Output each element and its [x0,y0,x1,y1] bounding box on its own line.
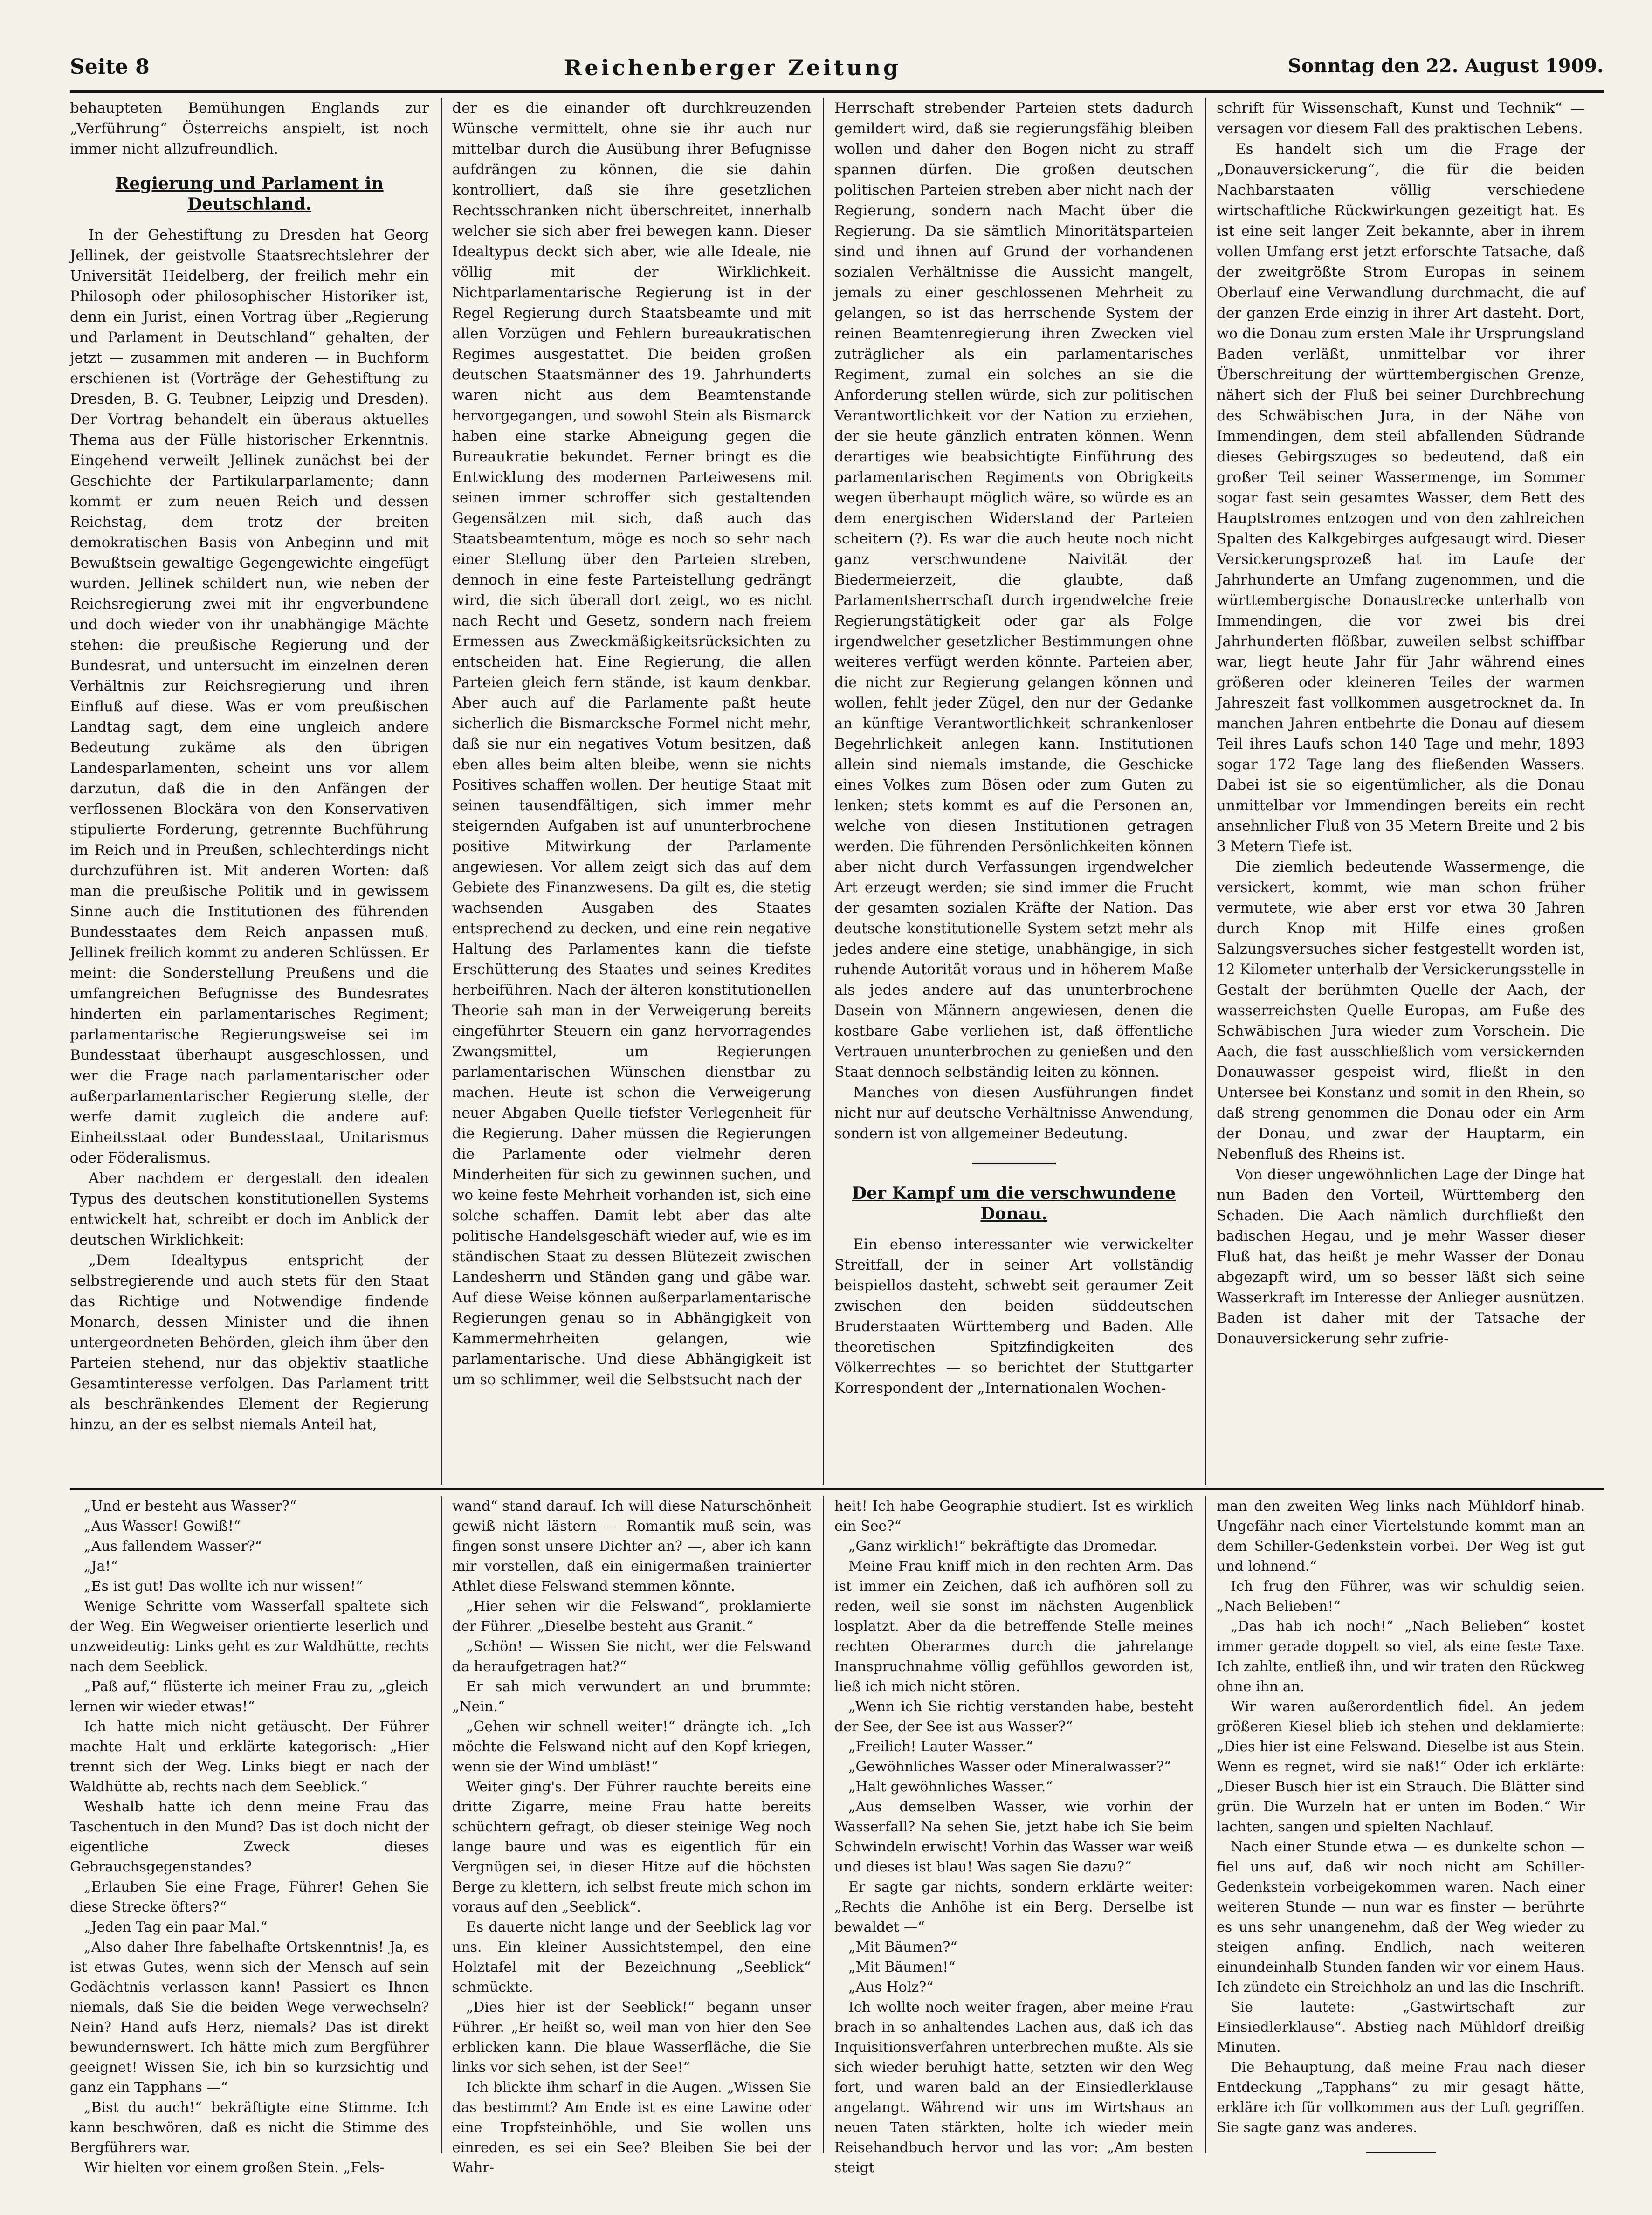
feuilleton-paragraph: „Ganz wirklich!“ bekräftigte das Dromedar. [848,1538,1158,1555]
feuilleton-paragraph: „Jeden Tag ein paar Mal.“ [84,1919,268,1935]
col1-paragraph: Aber nachdem er dergestalt den idealen Typus des deutschen konstitutionellen Systems entwickelt hat, schreibt er doch im Anblick der deutschen Wirklichkeit: [70,1170,429,1248]
section-separator [972,1163,1056,1164]
column-3 [834,98,1193,1485]
col1-paragraph: In der Gehestiftung zu Dresden hat Georg Jellinek, der geistvolle Staatsrechtslehrer der Universität Heidelberg, der freilich mehr ein Philosoph oder philosophischer Historiker ist, denn ein Jurist, einen Vortrag über „Regierung und Parlament in Deutschland“ gehalten, der jetzt — zusammen mit anderen — in Buchform erschienen ist (Vorträge der Gehestiftung zu Dresden, B. G. Teubner, Leipzig und Dresden). Der Vortrag behandelt ein überaus aktuelles Thema aus der Fülle historischer Erkenntnis. Eingehend verweilt Jellinek zunächst bei der Geschichte der Partikularparlamente; dann kommt er zum neuen Reich und dessen Reichstag, dem trotz der breiten demokratischen Basis von Anbeginn und mit Bewußtsein gewaltige Gegengewichte eingefügt wurden. Jellinek schildert nun, wie neben der Reichsregierung zwei mit ihr engverbundene und doch wieder von ihr unabhängige Mächte stehen: die preußische Regierung und der Bundesrat, und untersucht im einzelnen deren Verhältnis zur Reichsregierung und ihren Einfluß auf diese. Was er vom preußischen Landtag sagt, dem eine ungleich andere Bedeutung zukäme als den übrigen Landesparlamenten, scheint uns vor allem darzutun, daß die in den Anfängen der verflossenen Blockära von den Konservativen stipulierte Forderung, getrennte Buchführung im Reich und in Preußen, schlechterdings nicht durchzuführen ist. Mit anderen Worten: daß man die preußische Politik und in gewissem Sinne auch die Institutionen des führenden Bundesstaates dem Reich anpassen muß. Jellinek freilich kommt zu anderen Schlüssen. Er meint: die Sonderstellung Preußens und die umfangreichen Befugnisse des Bundesrates hinderten ein parlamentarisches Regiment; parlamentarische Regierungsweise sei im Bundesstaat überhaupt ausgeschlossen, und wer die Frage nach parlamentarischer oder außerparlamentarischer Regierung stelle, der werfe damit zugleich die andere auf: Einheitsstaat oder Bundesstaat, Unitarismus oder Föderalismus. [70,227,429,1166]
feuilleton-paragraph: man den zweiten Weg links nach Mühldorf hinab. Ungefähr nach einer Viertelstunde kommt man an dem Schiller-Gedenkstein vorbei. Der Weg ist gut und lohnend.“ [1217,1498,1585,1575]
col4-paragraph: Von dieser ungewöhnlichen Lage der Dinge hat nun Baden den Vorteil, Württemberg den Schaden. Die Aach nämlich durchfließt den badischen Hegau, und je mehr Wasser dieser Fluß hat, das heißt je mehr Wasser der Donau abgezapft wird, um so besser läßt sich seine Wasserkraft im Interesse der Anlieger ausnützen. Baden ist daher mit der Tatsache der Donauversickerung sehr zufrie- [1217,1166,1585,1347]
feuilleton-paragraph: Er sah mich verwundert an und brummte: „Nein.“ [452,1678,811,1715]
column-divider [1205,1496,1206,2153]
headline-donau: Der Kampf um die verschwundene Donau. [852,1183,1176,1224]
col4-paragraph: Die ziemlich bedeutende Wassermenge, die versickert, kommt, wie man schon früher vermutete, wie aber erst vor etwa 30 Jahren durch Knop mit Hilfe eines großen Salzungsversuches sicher festgestellt worden ist, 12 Kilometer unterhalb der Versickerungsstelle in Gestalt der berühmten Quelle der Aach, der wasserreichsten Quelle Europas, am Fuße des Schwäbischen Jura wieder zum Vorschein. Die Aach, die fast ausschließlich vom versickernden Donauwasser gespeist wird, fließt in den Untersee bei Konstanz und somit in den Rhein, so daß streng genommen die Donau oder ein Arm der Donau, und zwar der Hauptarm, ein Nebenfluß des Rheins ist. [1217,859,1585,1163]
col4-paragraph: Es handelt sich um die Frage der „Donauversickerung“, die für die beiden Nachbarstaaten völlig verschiedene wirtschaftliche Rückwirkungen gezeitigt hat. Es ist eine seit langer Zeit bekannte, aber in ihrem vollen Umfang erst jetzt erforschte Tatsache, daß der zweitgrößte Strom Europas in seinem Oberlauf eine Verwandlung durchmacht, die auf der ganzen Erde einzig in ihrer Art dasteht. Dort, wo die Donau zum ersten Male ihr Ursprungsland Baden verläßt, unmittelbar vor ihrer Überschreitung der württembergischen Grenze, nähert sich der Fluß bei seiner Durchbrechung des Schwäbischen Jura, in der Nähe von Immendingen, dem steil abfallenden Südrande dieses Gebirgszuges so bedeutend, daß ein großer Teil seiner Wassermenge, im Sommer sogar fast sein gesamtes Wasser, dem Bett des Hauptstromes entzogen und von den zahlreichen Spalten des Kalkgebirges aufgesaugt wird. Dieser Versickerungsprozeß hat im Laufe der Jahrhunderte an Umfang zugenommen, und die württembergische Donaustrecke unterhalb von Immendingen, die vor zwei bis drei Jahrhunderten flößbar, zuweilen selbst schiffbar war, liegt heute Jahr für Jahr während eines größeren oder kleineren Teiles der warmen Jahreszeit fast vollkommen ausgetrocknet da. In manchen Jahren entbehrte die Donau auf diesem Teil ihres Laufs schon 140 Tage und mehr, 1893 sogar 172 Tage lang des fließenden Wassers. Dabei ist sie so eigentümlicher, als die Donau unmittelbar vor Immendingen bereits ein recht ansehnlicher Fluß von 35 Metern Breite und 2 bis 3 Metern Tiefe ist. [1217,141,1585,855]
column-4 [1217,98,1585,1485]
feuilleton-paragraph: wand“ stand darauf. Ich will diese Naturschönheit gewiß nicht lästern — Romantik muß sein, was fingen sonst unsere Dichter an? —, aber ich kann mir vorstellen, daß ein einigermaßen trainierter Athlet diese Felswand stemmen könnte. [452,1498,811,1595]
feuilleton-paragraph: „Also daher Ihre fabelhafte Ortskenntnis! Ja, es ist etwas Gutes, wenn sich der Mensch auf sein Gedächtnis verlassen kann! Passiert es Ihnen niemals, daß Sie die beiden Wege verwechseln? Nein? Hand aufs Herz, niemals? Das ist direkt bewundernswert. Ich hätte mich zum Bergführer geeignet! Wissen Sie, ich bin so kurzsichtig und ganz ein Tapphans —“ [70,1939,429,2096]
feuilleton-paragraph: „Aus Wasser! Gewiß!“ [84,1518,241,1534]
feuilleton-paragraph: „Aus Holz?“ [848,1979,934,1995]
feuilleton-paragraph: Weshalb hatte ich denn meine Frau das Taschentuch in den Mund? Das ist doch nicht der eigentliche Zweck dieses Gebrauchsgegenstandes? [70,1799,429,1875]
feuilleton-paragraph: „Aus fallendem Wasser?“ [84,1538,262,1555]
feuilleton-paragraph: Ich hatte mich nicht getäuscht. Der Führer machte Halt und erklärte kategorisch: „Hier trennt sich der Weg. Links biegt er nach der Waldhütte ab, rechts nach dem Seeblick.“ [70,1719,429,1795]
feuilleton-paragraph: „Wenn ich Sie richtig verstanden habe, besteht der See, der See ist aus Wasser?“ [834,1699,1193,1735]
feuilleton-column-2 [452,1496,811,2176]
newspaper-page [70,51,1604,2177]
feuilleton-paragraph: Es dauerte nicht lange und der Seeblick lag vor uns. Ein kleiner Aussichtstempel, den eine Holztafel mit der Bezeichnung „Seeblick“ schmückte. [452,1919,811,1995]
feuilleton-paragraph: „Aus demselben Wasser, wie vorhin der Wasserfall? Na sehen Sie, jetzt habe ich Sie beim Schwindeln erwischt! Vorhin das Wasser war weiß und dieses ist blau! Was sagen Sie dazu?“ [834,1799,1193,1875]
feuilleton-paragraph: „Mit Bäumen!“ [848,1959,956,1975]
feuilleton-paragraph: Wenige Schritte vom Wasserfall spaltete sich der Weg. Ein Wegweiser orientierte leserlich und unzweideutig: Links geht es zur Waldhütte, rechts nach dem Seeblick. [70,1598,429,1675]
header-rule [70,90,1604,93]
col1-lead: behaupteten Bemühungen Englands zur „Verführung“ Österreichs anspielt, ist noch immer nicht allzufreundlich. [70,100,429,158]
masthead: Reichenberger Zeitung [564,55,902,80]
feuilleton-paragraph: Die Behauptung, daß meine Frau nach dieser Entdeckung „Tapphans“ zu mir gesagt hätte, erkläre ich für vollkommen aus der Luft gegriffen. Sie sagte ganz was anderes. [1217,2059,1585,2136]
feuilleton-paragraph: Wir waren außerordentlich fidel. An jedem größeren Kiesel blieb ich stehen und deklamierte: „Dies hier ist eine Felswand. Dieselbe ist aus Stein. Wenn es regnet, wird sie naß!“ Oder ich erklärte: „Dieser Busch hier ist ein Strauch. Die Blätter sind grün. Die Wurzeln hat er unten im Boden.“ Wir lachten, sangen und spielten Nachlauf. [1217,1699,1585,1835]
feuilleton-paragraph: „Erlauben Sie eine Frage, Führer! Gehen Sie diese Strecke öfters?“ [70,1879,429,1915]
feuilleton-paragraph: „Gehen wir schnell weiter!“ drängte ich. „Ich möchte die Felswand nicht auf den Kopf kriegen, wenn sie der Wind umbläst!“ [452,1719,811,1775]
col3-paragraph: Herrschaft strebender Parteien stets dadurch gemildert wird, daß sie regierungsfähig bleiben wollen und daher den Bogen nicht zu straff spannen dürfen. Die großen deutschen politischen Parteien streben aber nicht nach der Regierung, sondern nach Macht über die Regierung. Da sie sämtlich Minoritätsparteien sind und ihnen auf Grund der vorhandenen sozialen Verhältnisse die Aussicht mangelt, jemals zu einer geschlossenen Mehrheit zu gelangen, so ist das herrschende System der reinen Beamtenregierung ihren Zwecken viel zuträglicher als ein parlamentarisches Regiment, zumal ein solches an sie die Anforderung stellen würde, sich zur politischen Verantwortlichkeit vor der Nation zu erziehen, der sie heute gänzlich entraten können. Wenn derartiges wie beabsichtigte Einführung des parlamentarischen Regiments von Obrigkeits wegen überhaupt möglich wäre, so würde es an dem energischen Widerstand der Parteien scheitern (?). Es war die auch heute noch nicht ganz verschwundene Naivität der Biedermeierzeit, die glaubte, daß Parlamentsherrschaft durch irgendwelche freie Regierungstätigkeit oder gar als Folge irgendwelcher gesetzlicher Bestimmungen ohne weiteres verfügt werden könnte. Parteien aber, die nicht zur Regierung gelangen können und wollen, fehlt jeder Zügel, den nur der Gedanke an künftige Verantwortlichkeit schrankenloser Begehrlichkeit anlegen kann. Institutionen allein sind niemals imstande, die Geschicke eines Volkes zum Bösen oder zum Guten zu lenken; stets kommt es auf die Personen an, welche von diesen Institutionen getragen werden. Die führenden Persönlichkeiten können aber nicht durch Verfassungen irgendwelcher Art erzeugt werden; sie sind immer die Frucht der gesamten sozialen Kräfte der Nation. Das deutsche konstitutionelle System setzt mehr als jedes andere eine stetige, unabhängige, in sich ruhende Autorität voraus und in höherem Maße als jedes andere auf das ununterbrochene Dasein von Männern angewiesen, denen die kostbare Gabe verliehen ist, daß öffentliche Vertrauen ununterbrochen zu genießen und den Staat dennoch selbständig leiten zu können. [834,100,1193,1080]
page-number: Seite 8 [70,55,150,79]
feuilleton-paragraph: „Und er besteht aus Wasser?“ [84,1498,297,1514]
feuilleton-paragraph: „Es ist gut! Das wollte ich nur wissen!“ [84,1578,363,1595]
feuilleton-paragraph: „Ja!“ [84,1558,118,1575]
feuilleton-paragraph: Er sagte gar nichts, sondern erklärte weiter: „Rechts die Anhöhe ist ein Berg. Derselbe ist bewaldet —“ [834,1879,1193,1935]
end-rule [1366,2152,1436,2153]
feuilleton-column-4 [1217,1496,1585,2153]
feuilleton-paragraph: Weiter ging's. Der Führer rauchte bereits eine dritte Zigarre, meine Frau hatte bereits schüchtern gefragt, ob dieser steinige Weg noch lange baure und was es eigentlich für ein Vergnügen sei, in dieser Hitze auf die höchsten Berge zu klettern, ich selbst freute mich schon im voraus auf den „Seeblick“. [452,1779,811,1915]
feuilleton-paragraph: „Freilich! Lauter Wasser.“ [848,1739,1033,1755]
feuilleton-paragraph: „Das hab ich noch!“ „Nach Belieben“ kostet immer gerade doppelt so viel, als eine feste Taxe. Ich zahlte, entließ ihn, und wir traten den Rückweg ohne ihn an. [1217,1618,1585,1695]
feuilleton-paragraph: Nach einer Stunde etwa — es dunkelte schon — fiel uns auf, daß wir noch nicht am Schiller-Gedenkstein vorbeigekommen waren. Nach einer weiteren Stunde — nun war es finster — berührte es uns sehr unangenehm, daß der Weg wieder zu steigen anfing. Endlich, nach weiteren einundeinhalb Stunden fanden wir vor einem Haus. Ich zündete ein Streichholz an und las die Inschrift. [1217,1839,1585,1995]
page-header [70,51,1604,89]
feuilleton-paragraph: Wir hielten vor einem großen Stein. „Fels- [84,2160,385,2176]
col3-paragraph: Manches von diesen Ausführungen findet nicht nur auf deutsche Verhältnisse Anwendung, sondern ist von allgemeiner Bedeutung. [834,1084,1193,1142]
col2-paragraph: der es die einander oft durchkreuzenden Wünsche vermittelt, ohne sie ihr auch nur mittelbar durch die Ausübung ihrer Befugnisse aufdrängen zu können, die sie dahin kontrolliert, daß sie ihre gesetzlichen Rechtsschranken nicht überschreitet, innerhalb welcher sie sich aber frei bewegen kann. Dieser Idealtypus deckt sich aber, wie alle Ideale, nie völlig mit der Wirklichkeit. Nichtparlamentarische Regierung ist in der Regel Regierung durch Staatsbeamte und mit allen Vorzügen und Fehlern bureaukratischen Regimes ausgestattet. Die beiden großen deutschen Staatsmänner des 19. Jahrhunderts waren nicht aus dem Beamtenstande hervorgegangen, und sowohl Stein als Bismarck haben eine starke Abneigung gegen die Bureaukratie bekundet. Ferner bringt es die Entwicklung des modernen Parteiwesens mit seinen immer schroffer sich gestaltenden Gegensätzen mit sich, daß auch das Staatsbeamtentum, möge es noch so sehr nach einer Stellung über den Parteien streben, dennoch in eine feste Parteistellung gedrängt wird, die sich überall dort zeigt, wo es nicht nach Recht und Gesetz, sondern nach freiem Ermessen aus Zweckmäßigkeitsrücksichten zu entscheiden hat. Eine Regierung, die allen Parteien gleich fern stände, ist kaum denkbar. Aber auch auf die Parlamente paßt heute sicherlich die Bismarcksche Formel nicht mehr, daß sie nur ein negatives Votum besitzen, daß eben alles beim alten bleibe, wenn sie nichts Positives schaffen wollen. Der heutige Staat mit seinen tausendfältigen, sich immer mehr steigernden Aufgaben ist auf ununterbrochene positive Mitwirkung der Parlamente angewiesen. Vor allem zeigt sich das auf dem Gebiete des Finanzwesens. Da gilt es, die stetig wachsenden Ausgaben des Staates entsprechend zu decken, und eine rein negative Haltung des Parlamentes kann die tiefste Erschütterung des Staates und seines Kredites herbeiführen. Nach der älteren konstitutionellen Theorie sah man in der Verweigerung bereits eingeführter Steuern ein ganz hervorragendes Zwangsmittel, um Regierungen parlamentarischen Wünschen dienstbar zu machen. Heute ist schon die Verweigerung neuer Abgaben Quelle tiefster Verlegenheit für die Regierung. Daher müssen die Regierungen die Parlamente oder vielmehr deren Minderheiten für sich zu gewinnen suchen, und wo keine feste Mehrheit vorhanden ist, sich eine solche schaffen. Damit lebt aber das alte politische Handelsgeschäft wieder auf, wie es im ständischen Staat zu dessen Blütezeit zwischen Landesherrn und Ständen gang und gäbe war. Auf diese Weise können außerparlamentarische Regierungen genau so in Abhängigkeit von Kammermehrheiten gelangen, wie parlamentarische. Und diese Abhängigkeit ist um so schlimmer, weil die Selbstsucht nach der [452,100,811,1388]
feuilleton-paragraph: „Halt gewöhnliches Wasser.“ [848,1779,1053,1795]
feuilleton-paragraph: Ich blickte ihm scharf in die Augen. „Wissen Sie das bestimmt? Am Ende ist es eine Lawine oder eine Tropfsteinhöhle, und Sie wollen uns einreden, es sei ein See? Bleiben Sie bei der Wahr- [452,2079,811,2176]
feuilleton-paragraph: Sie lautete: „Gastwirtschaft zur Einsiedlerklause“. Abstieg nach Mühldorf dreißig Minuten. [1217,1999,1585,2056]
feuilleton-paragraph: „Hier sehen wir die Felswand“, proklamierte der Führer. „Dieselbe besteht aus Granit.“ [452,1598,811,1635]
feuilleton-column-3 [834,1496,1193,2176]
feuilleton-paragraph: Ich wollte noch weiter fragen, aber meine Frau brach in so anhaltendes Lachen aus, daß ich das Inquisitionsverfahren unterbrechen mußte. Als sie sich wieder beruhigt hatte, setzten wir den Weg fort, und waren bald an der Einsiedlerklause angelangt. Während wir uns im Wirtshaus an neuen Taten stärkten, holte ich wieder mein Reisehandbuch hervor und las vor: „Am besten steigt [834,1999,1193,2176]
feuilleton-rule [70,1488,1604,1490]
feuilleton-paragraph: Ich frug den Führer, was wir schuldig seien. „Nach Belieben!“ [1217,1578,1585,1615]
feuilleton-paragraph: „Mit Bäumen?“ [848,1939,957,1955]
feuilleton-paragraph: Meine Frau kniff mich in den rechten Arm. Das ist immer ein Zeichen, daß ich aufhören soll zu reden, weil sie sonst im nächsten Augenblick losplatzt. Aber da die betreffende Stelle meines rechten Oberarmes durch die jahrelange Inanspruchnahme völlig gefühllos geworden ist, ließ ich mich nicht stören. [834,1558,1193,1695]
feuilleton-column-1 [70,1496,429,2176]
column-2 [452,98,811,1485]
column-divider [441,1496,442,2153]
column-divider [441,98,442,1485]
headline-regierung: Regierung und Parlament in Deutschland. [115,174,384,214]
column-1 [70,98,429,1485]
issue-date: Sonntag den 22. August 1909. [1287,55,1604,77]
feuilleton-paragraph: „Paß auf,“ flüsterte ich meiner Frau zu, „gleich lernen wir wieder etwas!“ [70,1678,429,1715]
col4-paragraph: schrift für Wissenschaft, Kunst und Technik“ — versagen vor diesem Fall des praktischen Lebens. [1217,100,1585,137]
feuilleton-paragraph: „Gewöhnliches Wasser oder Mineralwasser?“ [848,1759,1171,1775]
col1-paragraph: „Dem Idealtypus entspricht der selbstregierende und auch stets für den Staat das Richtige und Notwendige findende Monarch, dessen Minister und die ihnen untergeordneten Behörden, gleich ihm über den Parteien stehend, nur das objektiv staatliche Gesamtinteresse verfolgen. Das Parlament tritt als beschränkendes Element der Regierung hinzu, an der es selbst niemals Anteil hat, [70,1252,429,1433]
column-divider [823,1496,824,2153]
col3-paragraph: Ein ebenso interessanter wie verwickelter Streitfall, der in seiner Art vollständig beispiellos dasteht, schwebt seit geraumer Zeit zwischen den beiden süddeutschen Bruderstaaten Württemberg und Baden. Alle theoretischen Spitzfindigkeiten des Völkerrechtes — so berichtet der Stuttgarter Korrespondent der „Internationalen Wochen- [834,1236,1193,1396]
column-divider [1205,98,1206,1485]
feuilleton-paragraph: „Bist du auch!“ bekräftigte eine Stimme. Ich kann beschwören, daß es nicht die Stimme des Bergführers war. [70,2099,429,2156]
feuilleton-paragraph: „Schön! — Wissen Sie nicht, wer die Felswand da heraufgetragen hat?“ [452,1638,811,1675]
feuilleton-paragraph: heit! Ich habe Geographie studiert. Ist es wirklich ein See?“ [834,1498,1193,1534]
feuilleton-paragraph: „Dies hier ist der Seeblick!“ begann unser Führer. „Er heißt so, weil man von hier den See erblicken kann. Die blaue Wasserfläche, die Sie links vor sich sehen, ist der See!“ [452,1999,811,2076]
column-divider [823,98,824,1485]
